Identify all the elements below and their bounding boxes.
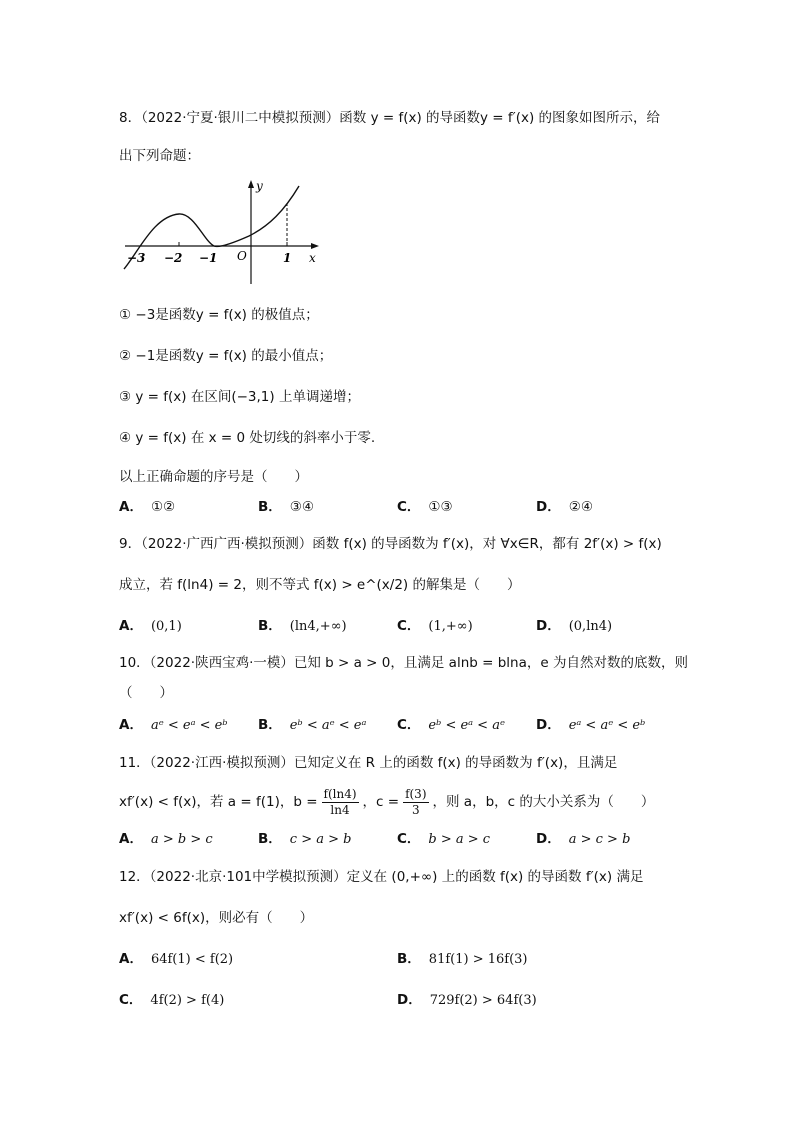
q8-line2: 出下列命题： (119, 148, 200, 164)
q9-option-a[interactable]: A． (0,1) (119, 618, 182, 634)
q12-line1: 12．（2022·北京·101中学模拟预测）定义在 (0,+∞) 上的函数 f(x) 的导函数 f′(x) 满足 (119, 869, 644, 885)
q10-option-b[interactable]: B． eᵇ < aᵉ < eᵃ (258, 717, 367, 733)
q10-line1: 10．（2022·陕西宝鸡·一模）已知 b > a > 0，且满足 alnb = blna，e 为自然对数的底数，则 (119, 655, 688, 671)
q10-option-c[interactable]: C． eᵇ < eᵃ < aᵉ (397, 717, 505, 733)
q8-line1: 8．（2022·宁夏·银川二中模拟预测）函数 y = f(x) 的导函数y = f′(x) 的图象如图所示，给 (119, 110, 661, 126)
q11-line2: xf′(x) < f(x)，若 a = f(1)，b = $\frac{f(\ln 4)}{\ln 4}$ ，c = $\frac{f(3)}{3}$ ，则 a，b，c 的大小关系为（ ） (119, 786, 655, 817)
q12-option-b[interactable]: B． 81f(1) > 16f(3) (397, 951, 528, 967)
q12-option-d[interactable]: D． 729f(2) > 64f(3) (397, 992, 537, 1008)
x-axis-arrow (311, 243, 319, 249)
q11-line1: 11．（2022·江西·模拟预测）已知定义在 R 上的函数 f(x) 的导函数为 f′(x)，且满足 (119, 755, 618, 771)
q10-option-d[interactable]: D． eᵃ < aᵉ < eᵇ (536, 717, 646, 733)
q9-line2: 成立，若 f(ln4) = 2，则不等式 f(x) > e^(x/2) 的解集是（ ） (119, 577, 521, 593)
q12-option-c[interactable]: C． 4f(2) > f(4) (119, 992, 225, 1008)
derivative-graph (119, 176, 329, 288)
q10-option-a[interactable]: A． aᵉ < eᵃ < eᵇ (119, 717, 228, 733)
q11-option-d[interactable]: D． a > c > b (536, 831, 631, 847)
q11-option-c[interactable]: C． b > a > c (397, 831, 491, 847)
q10-line2: （ ） (119, 685, 173, 701)
q8-statement-2: ② −1是函数y = f(x) 的最小值点； (119, 348, 333, 364)
q12-option-a[interactable]: A． 64f(1) < f(2) (119, 951, 234, 967)
q9-option-c[interactable]: C． (1,+∞) (397, 618, 473, 634)
fraction-c: $\frac{f(3)}{3}$ (405, 786, 427, 817)
tick-label-minus-2: −2 (164, 251, 183, 265)
q8-option-c[interactable]: C． ①③ (397, 499, 453, 515)
q9-line1: 9．（2022·广西广西·模拟预测）函数 f(x) 的导函数为 f′(x)，对 ∀x∈R，都有 2f′(x) > f(x) (119, 536, 662, 552)
x-axis-label: x (309, 251, 316, 265)
q8-option-d[interactable]: D． ②④ (536, 499, 593, 515)
q8-statement-1: ① −3是函数y = f(x) 的极值点； (119, 307, 319, 323)
fraction-b: $\frac{f(\ln 4)}{\ln 4}$ (323, 786, 357, 817)
origin-label: O (237, 249, 247, 263)
q12-line2: xf′(x) < 6f(x)，则必有（ ） (119, 910, 314, 926)
q8-prompt: 以上正确命题的序号是（ ） (119, 469, 308, 485)
q8-statement-3: ③ y = f(x) 在区间(−3,1) 上单调递增； (119, 389, 360, 405)
tick-label-1: 1 (283, 251, 292, 265)
q8-option-a[interactable]: A． ①② (119, 499, 176, 515)
y-axis-arrow (248, 180, 254, 188)
tick-label-minus-3: −3 (127, 251, 146, 265)
q11-option-a[interactable]: A． a > b > c (119, 831, 213, 847)
q9-option-d[interactable]: D． (0,ln4) (536, 618, 613, 634)
y-axis-label: y (256, 179, 263, 193)
q11-option-b[interactable]: B． c > a > b (258, 831, 352, 847)
q8-statement-4: ④ y = f(x) 在 x = 0 处切线的斜率小于零. (119, 430, 376, 446)
tick-label-minus-1: −1 (199, 251, 218, 265)
q9-option-b[interactable]: B． (ln4,+∞) (258, 618, 347, 634)
q8-option-b[interactable]: B． ③④ (258, 499, 315, 515)
